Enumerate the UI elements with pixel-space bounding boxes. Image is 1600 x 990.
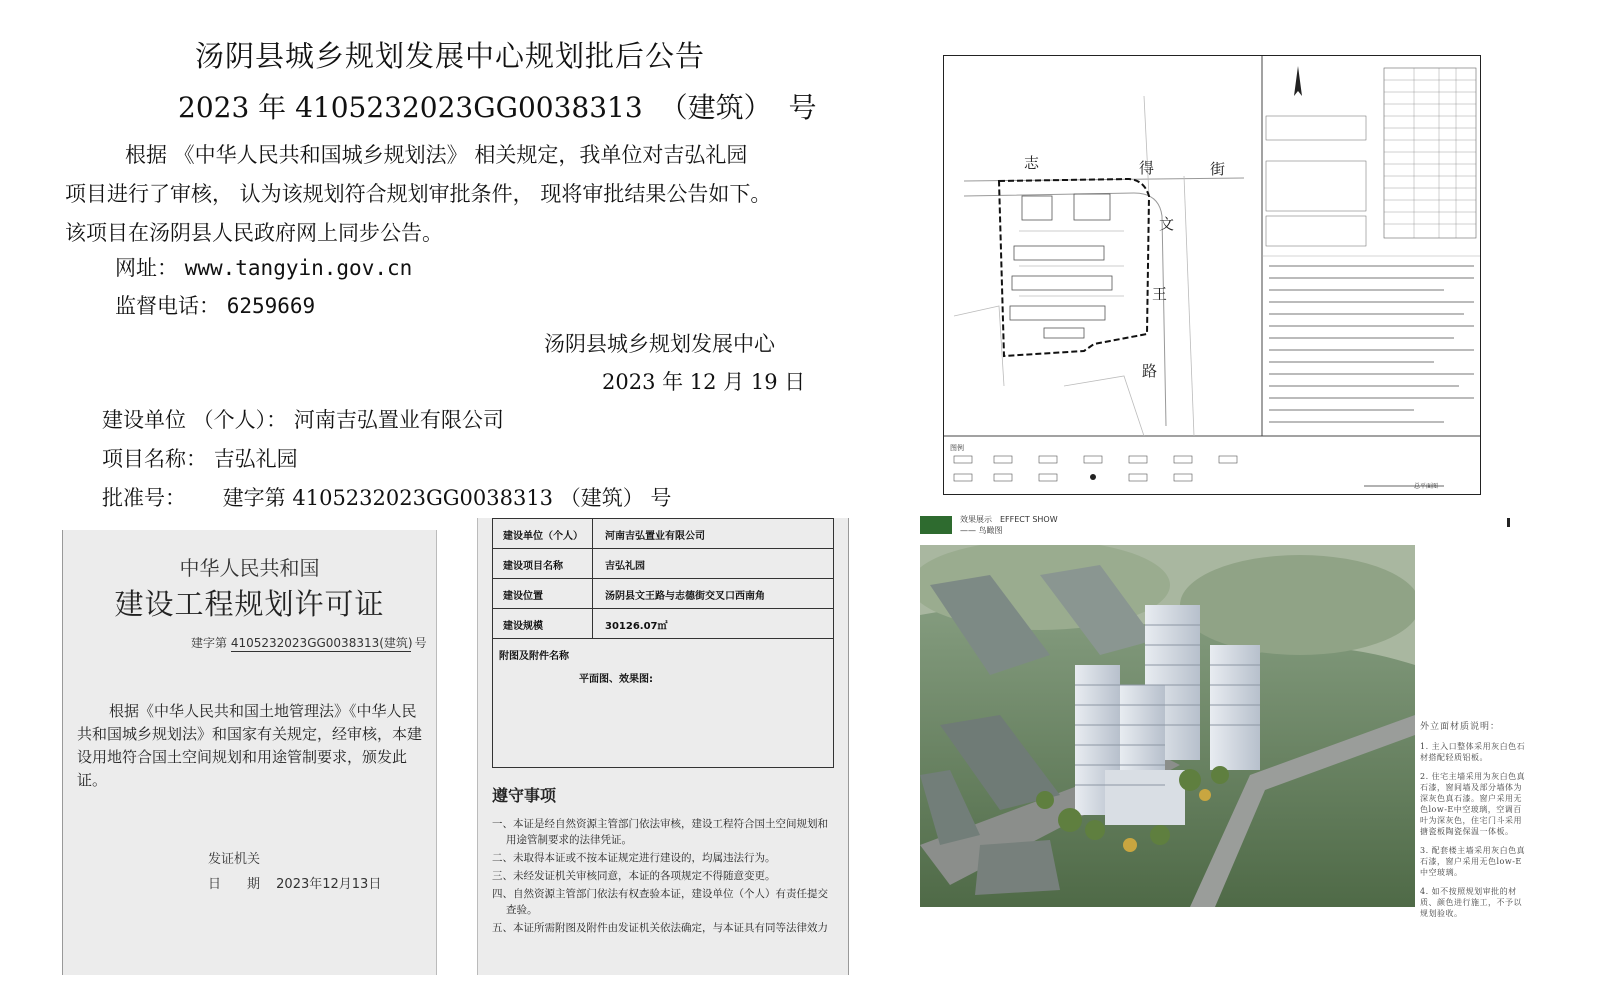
table-row [493, 548, 833, 578]
approval-value: 建字第 4105232023GG0038313 （建筑） 号 [222, 486, 672, 510]
effect-sub-label: —— 鸟瞰图 [960, 526, 1003, 535]
approval-line [102, 482, 671, 512]
table-value: 汤阴县文王路与志德街交叉口西南角 [605, 591, 765, 602]
site-plan-svg [944, 56, 1481, 495]
table-key: 建设规模 [493, 609, 593, 638]
street-char: 街 [1210, 160, 1226, 178]
site-plan-drawing [943, 55, 1481, 495]
body-line-3: 该项目在汤阴县人民政府网上同步公告。 [65, 221, 443, 245]
table-value: 吉弘礼园 [605, 561, 645, 572]
permit-number [191, 634, 427, 652]
permit-date: 2023年12月13日 [276, 877, 382, 892]
project-label: 项目名称： [102, 447, 207, 471]
permit-table [492, 518, 834, 768]
street-char: 得 [1139, 159, 1155, 177]
facade-note-item: 3. 配套楼主墙采用灰白色真石漆，窗户采用无色low-E中空玻璃。 [1420, 846, 1526, 877]
table-key: 建设单位（个人） [493, 519, 593, 548]
permit-body: 根据《中华人民共和国土地管理法》《中华人民共和国城乡规划法》和国家有关规定，经审核，本建设用地符合国土空间规划和用途管制要求，颁发此证。 [77, 702, 423, 789]
aerial-rendering-svg [920, 545, 1415, 907]
project-line [102, 443, 298, 473]
effect-label: 效果展示 EFFECT SHOW [960, 515, 1058, 524]
number-year: 2023 年 [178, 91, 287, 124]
table-row [493, 578, 833, 608]
builder-label: 建设单位 （个人）： [102, 408, 288, 432]
rule-item: 五、本证所需附图及附件由发证机关依法确定，与本证具有同等法律效力 [492, 922, 828, 934]
legend-title: 图例 [950, 444, 964, 452]
approval-label: 批准号： [102, 486, 186, 510]
attachments-value: 平面图、效果图: [579, 674, 653, 685]
notice-date: 2023 年 12 月 19 日 [602, 370, 806, 394]
notice-issuer: 汤阴县城乡规划发展中心 [544, 332, 775, 356]
announcement-body [65, 136, 845, 253]
phone-number: 6259669 [226, 294, 316, 318]
facade-notes-title: 外立面材质说明： [1420, 722, 1501, 732]
table-value: 河南吉弘置业有限公司 [605, 531, 705, 542]
rule-item: 二、未取得本证或不按本证规定进行建设的，均属违法行为。 [492, 852, 776, 864]
facade-note-item: 4. 如不按照规划审批的材质、颜色进行施工，不予以规划验收。 [1420, 887, 1522, 918]
builder-value: 河南吉弘置业有限公司 [293, 408, 504, 432]
permit-number-suffix: 号 [414, 636, 427, 650]
street-char: 文 [1159, 215, 1175, 233]
street-char: 路 [1142, 362, 1158, 380]
facade-material-notes [1420, 722, 1530, 927]
effect-header [920, 514, 1520, 544]
rule-item: 三、未经发证机关审核同意，本证的各项规定不得随意变更。 [492, 870, 776, 882]
table-value: 30126.07㎡ [605, 621, 668, 632]
table-key: 建设位置 [493, 579, 593, 608]
attachments-label: 附图及附件名称 [499, 651, 569, 662]
project-value: 吉弘礼园 [213, 447, 298, 471]
plan-label: 总平面图 [1414, 483, 1439, 490]
announcement-title: 汤阴县城乡规划发展中心规划批后公告 [195, 39, 706, 73]
body-line-1: 根据 《中华人民共和国城乡规划法》 相关规定，我单位对吉弘礼园 [125, 143, 748, 167]
permit-number-prefix: 建字第 [191, 636, 228, 650]
website-label: 网址： [115, 256, 178, 280]
permit-date-label: 日 期 [208, 877, 261, 892]
rule-item: 四、自然资源主管部门依法有权查验本证，建设单位（个人）有责任提交查验。 [492, 888, 828, 916]
permit-cover-page [62, 530, 437, 975]
phone-line [115, 290, 315, 320]
permit-date-line [208, 873, 381, 892]
street-char: 王 [1152, 285, 1168, 303]
effect-color-block [920, 516, 952, 534]
permit-number-value: 4105232023GG0038313(建筑) [230, 636, 413, 650]
rules-title: 遵守事项 [492, 786, 557, 805]
phone-label: 监督电话： [115, 294, 220, 318]
body-line-2: 项目进行了审核， 认为该规划符合规划审批条件， 现将审批结果公告如下。 [65, 182, 772, 206]
website-line [115, 252, 412, 282]
table-row [493, 608, 833, 638]
street-char: 志 [1024, 154, 1040, 172]
permit-issuer-label: 发证机关 [208, 852, 261, 867]
effect-mark [1507, 518, 1510, 527]
permit-title: 建设工程规划许可证 [114, 587, 385, 621]
permit-country: 中华人民共和国 [179, 556, 320, 580]
permit-detail-page [477, 518, 849, 975]
number-code: 4105232023GG0038313 [295, 91, 643, 124]
attachments-cell [493, 638, 833, 767]
facade-note-item: 1. 主入口整体采用灰白色石材搭配轻质铝板。 [1420, 742, 1526, 762]
rules-section [492, 788, 837, 938]
table-row [493, 518, 833, 548]
number-suffix: 号 [788, 91, 817, 124]
rule-item: 一、本证是经自然资源主管部门依法审核，建设工程符合国土空间规划和用途管制要求的法律凭证。 [492, 818, 828, 846]
number-type: （建筑） [659, 91, 772, 124]
website-link[interactable]: www.tangyin.gov.cn [184, 256, 413, 280]
facade-note-item: 2. 住宅主墙采用为灰白色真石漆，窗间墙及部分墙体为深灰色真石漆。窗户采用无色low-E中空玻璃，空调百叶为深灰色，住宅门斗采用搪瓷板陶瓷保温一体板。 [1420, 772, 1526, 836]
table-key: 建设项目名称 [493, 549, 593, 578]
builder-line [102, 404, 504, 434]
aerial-rendering [920, 545, 1415, 907]
announcement-number [178, 86, 817, 126]
